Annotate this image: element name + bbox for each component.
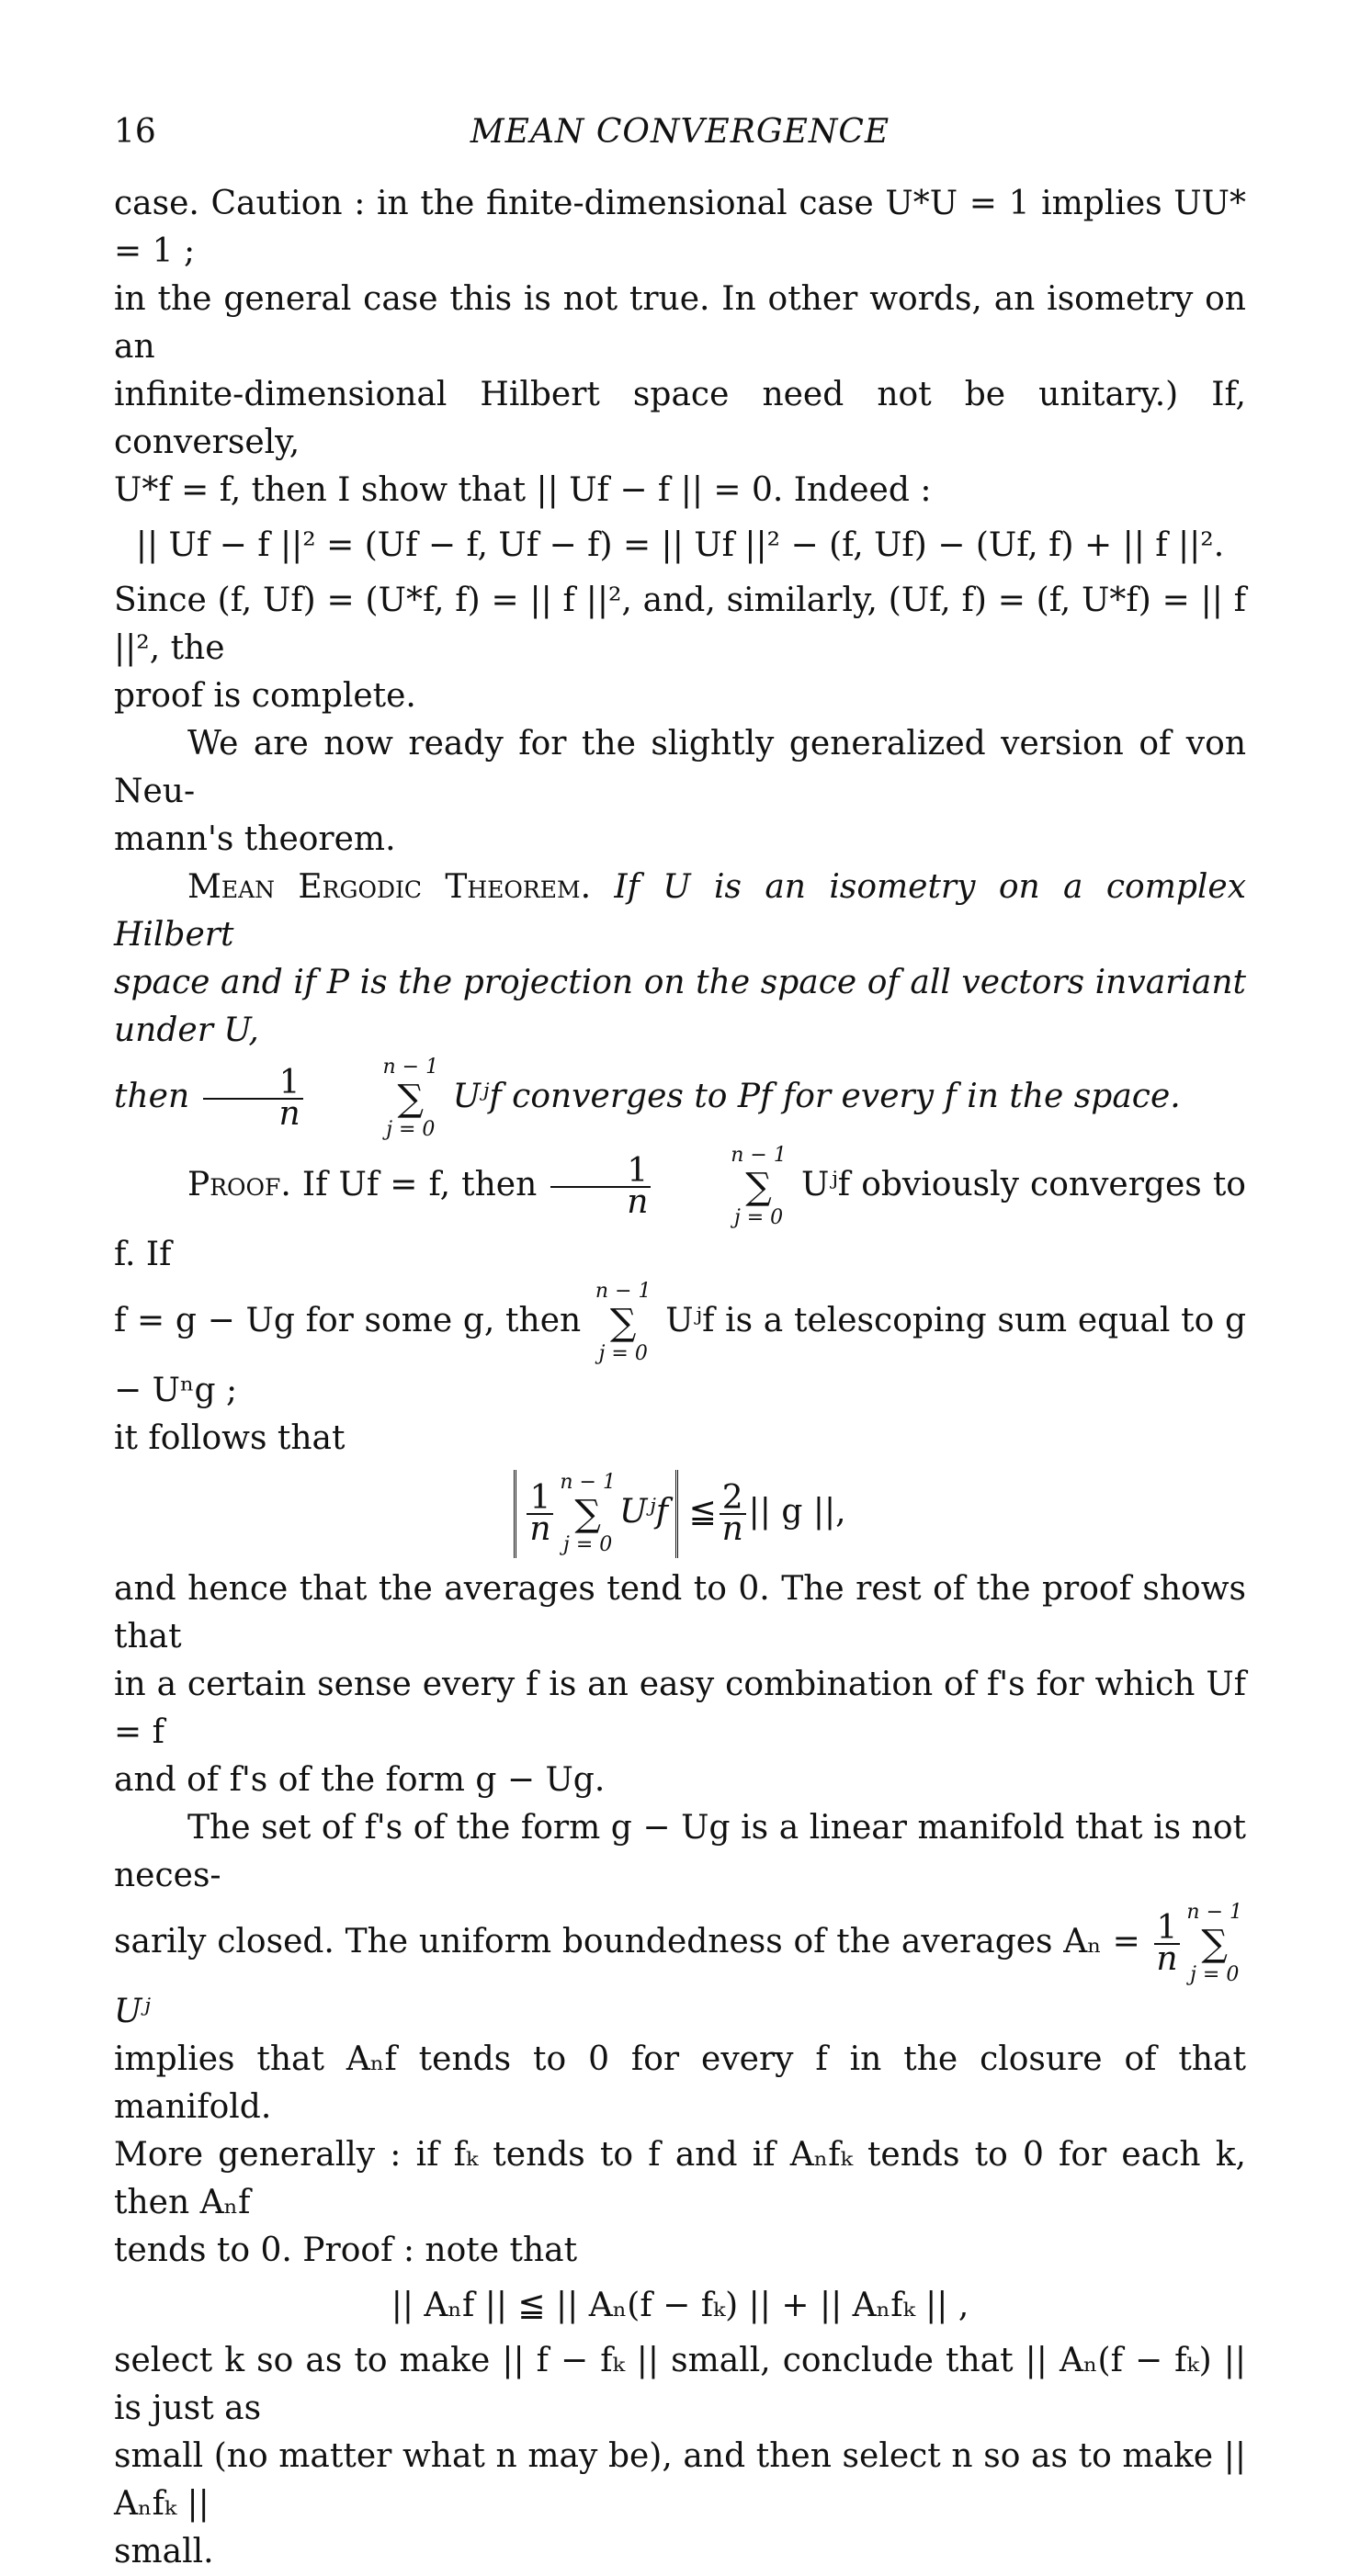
- paragraph-3: [114, 720, 1246, 864]
- summation-symbol: n − 1 ∑ j = 0: [595, 1280, 652, 1365]
- page-number: 16: [114, 113, 156, 151]
- summation-symbol: n − 1 ∑ j = 0: [1186, 1901, 1242, 1986]
- paragraph-2: [114, 577, 1246, 720]
- summation-symbol: n − 1 ∑ j = 0: [560, 1471, 616, 1556]
- p1-line-4: U*f = f, then I show that || Uf − f || = 0. Indeed :: [114, 471, 932, 509]
- p6-line-3: small.: [114, 2533, 214, 2570]
- p2-line-2: proof is complete.: [114, 677, 416, 715]
- p1-line-1: case. Caution : in the finite-dimensional case U*U = 1 implies UU* = 1 ;: [114, 185, 1246, 270]
- inequality-average-bound: $\frac{1}{n}$ n − 1 ∑ j = 0 Uʲf ≦ $\frac{2}{n}$ || g ||,: [114, 1470, 1246, 1558]
- p5-line-1: The set of f's of the form g − Ug is a linear manifold that is not neces-: [114, 1809, 1246, 1894]
- proof-line-5: in a certain sense every f is an easy combination of f's for which Uf = f: [114, 1666, 1246, 1751]
- p5-line-3: implies that Aₙf tends to 0 for every f in the closure of that manifold.: [114, 2040, 1246, 2126]
- equation-norm-expansion: || Uf − f ||² = (Uf − f, Uf − f) = || Uf ||² − (f, Uf) − (Uf, f) + || f ||².: [135, 526, 1225, 564]
- proof-line-1-post: Uʲf obviously converges to f. If: [114, 1166, 1246, 1273]
- fraction-one-over-n: $\frac{1}{n}$: [203, 1068, 303, 1129]
- summation-symbol: n − 1 ∑ j = 0: [382, 1056, 439, 1141]
- fraction-one-over-n: $\frac{1}{n}$: [527, 1484, 553, 1544]
- proof-line-1-pre: If Uf = f, then: [301, 1166, 538, 1203]
- theorem-line-2: space and if P is the projection on the space of all vectors invariant under U,: [114, 964, 1246, 1049]
- proof-paragraph: [114, 1143, 1246, 1279]
- theorem-line-1: If U is an isometry on a complex Hilbert: [114, 868, 1246, 954]
- proof-paragraph-cont: [114, 1279, 1246, 1463]
- p5-line-2-post: Uʲ: [114, 1993, 151, 2030]
- proof-line-3: it follows that: [114, 1419, 346, 1457]
- running-title: MEAN CONVERGENCE: [470, 113, 890, 151]
- proof-line-6: and of f's of the form g − Ug.: [114, 1761, 606, 1799]
- p6-line-1: select k so as to make || f − fₖ || small, conclude that || Aₙ(f − fₖ) || is just as: [114, 2342, 1246, 2427]
- proof-line-2-post: Uʲf is a telescoping sum equal to g − Uⁿg ;: [114, 1302, 1246, 1409]
- fraction-two-over-n: $\frac{2}{n}$: [720, 1484, 746, 1544]
- theorem-line-3-pre: then: [114, 1078, 190, 1115]
- proof-line-2-pre: f = g − Ug for some g, then: [114, 1302, 582, 1339]
- p5-line-4: More generally : if fₖ tends to f and if Aₙfₖ tends to 0 for each k, then Aₙf: [114, 2136, 1246, 2221]
- theorem-name: Mean Ergodic Theorem.: [187, 868, 592, 906]
- p5-line-2-pre: sarily closed. The uniform boundedness of the averages Aₙ =: [114, 1923, 1140, 1960]
- fraction-one-over-n: $\frac{1}{n}$: [1154, 1914, 1181, 1974]
- page-body: [114, 180, 1246, 2576]
- proof-line-4: and hence that the averages tend to 0. The rest of the proof shows that: [114, 1570, 1246, 1655]
- paragraph-5-cont: [114, 1900, 1246, 2275]
- paragraph-5: [114, 1804, 1246, 1900]
- theorem-statement: [114, 864, 1246, 1143]
- paragraph-6: [114, 2337, 1246, 2576]
- ineq-right: || g ||,: [748, 1493, 846, 1531]
- p5-line-5: tends to 0. Proof : note that: [114, 2231, 578, 2269]
- summation-symbol: n − 1 ∑ j = 0: [731, 1144, 787, 1229]
- proof-paragraph-end: [114, 1565, 1246, 1804]
- p1-line-2: in the general case this is not true. In other words, an isometry on an: [114, 280, 1246, 366]
- p1-line-3: infinite-dimensional Hilbert space need not be unitary.) If, conversely,: [114, 376, 1246, 461]
- norm-bars: $\frac{1}{n}$ n − 1 ∑ j = 0 Uʲf: [514, 1470, 678, 1558]
- p2-line-1: Since (f, Uf) = (U*f, f) = || f ||², and, similarly, (Uf, f) = (f, U*f) = || f ||², the: [114, 582, 1246, 667]
- running-header: [114, 108, 1246, 160]
- p3-line-1: We are now ready for the slightly generalized version of von Neu-: [114, 725, 1246, 810]
- equation-triangle-inequality: || Aₙf || ≦ || Aₙ(f − fₖ) || + || Aₙfₖ || ,: [391, 2287, 969, 2324]
- fraction-one-over-n: $\frac{1}{n}$: [550, 1157, 651, 1217]
- paragraph-1: [114, 180, 1246, 514]
- theorem-line-3-post: Uʲf converges to Pf for every f in the space.: [452, 1078, 1181, 1115]
- p6-line-2: small (no matter what n may be), and then select n so as to make || Aₙfₖ ||: [114, 2437, 1246, 2523]
- proof-label: Proof.: [187, 1166, 291, 1203]
- p3-line-2: mann's theorem.: [114, 820, 396, 858]
